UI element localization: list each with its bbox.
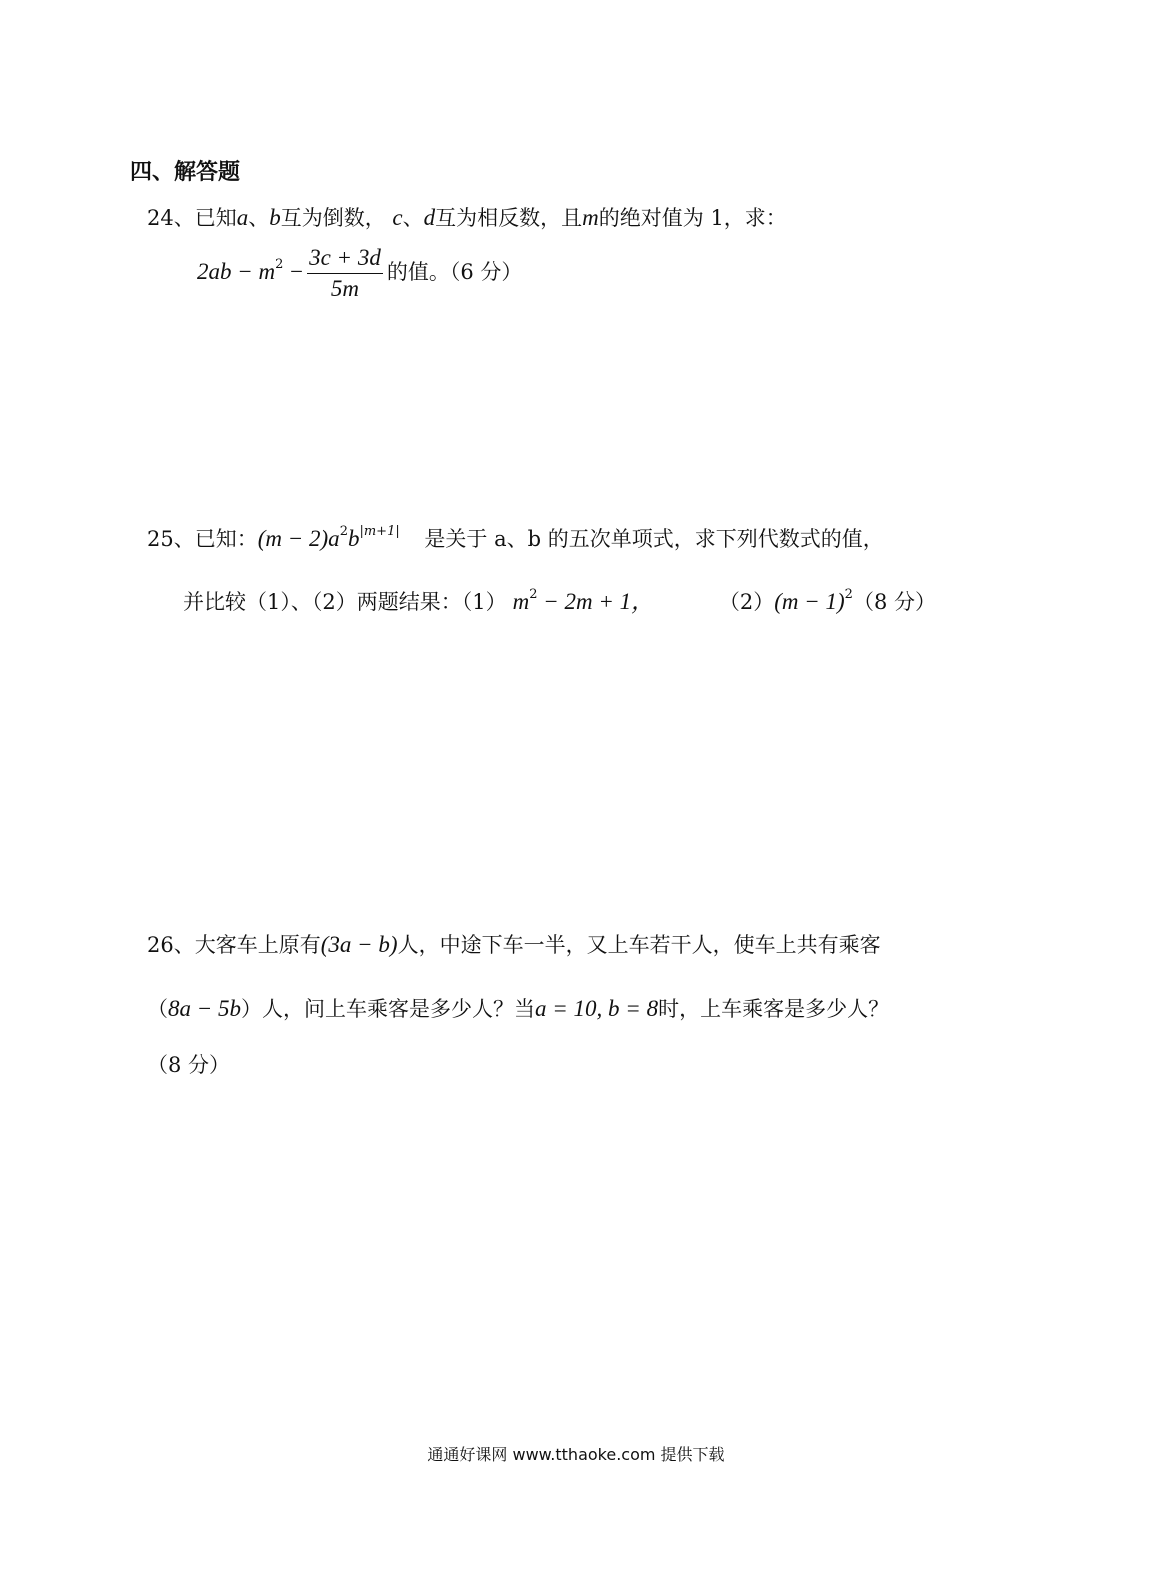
q26-text3: ）人，问上车乘客是多少人？当	[241, 997, 536, 1021]
q26-open-paren: （	[147, 997, 168, 1021]
q24-text2: 互为倒数，	[280, 206, 386, 230]
q25-e2-exp: 2	[844, 587, 853, 602]
q25-expr: (m − 2)a	[257, 526, 340, 551]
q24-tail: 的值。（6 分）	[386, 260, 523, 284]
q25-text2: 是关于 a、b 的五次单项式，求下列代数式的值，	[424, 527, 884, 551]
q24-fraction-numerator: 3c + 3d	[307, 243, 383, 274]
q25-line1	[147, 517, 884, 554]
q24-expr-exponent: 2	[275, 257, 284, 272]
q26-line2	[147, 994, 889, 1024]
q26-expr3: a = 10, b = 8	[535, 996, 659, 1021]
q25-exp-a: 2	[339, 524, 348, 539]
q26-line1	[147, 930, 881, 960]
q26-prefix: 26、大客车上原有	[147, 933, 321, 957]
footer-note: 通通好课网 www.tthaoke.com 提供下载	[427, 1445, 725, 1464]
q26-score: （8 分）	[147, 1053, 231, 1077]
q24-line1	[147, 203, 787, 233]
q24-var-c: c	[392, 205, 403, 230]
q26-expr1: (3a − b)	[320, 932, 398, 957]
q25-e1-exp: 2	[529, 587, 538, 602]
q25-exp-b: |m+1|	[359, 524, 400, 539]
q24-expr-minus: −	[290, 259, 304, 284]
q24-sep1: 、	[248, 206, 270, 230]
q26-text4: 时，上车乘客是多少人？	[658, 997, 890, 1021]
q25-text3: 并比较（1）、（2）两题结果：（1）	[183, 590, 507, 614]
q24-expr-lead: 2ab − m	[197, 259, 276, 284]
q25-var-b: b	[347, 526, 360, 551]
q24-sep2: 、	[402, 206, 424, 230]
q26-expr2: 8a − 5b	[168, 996, 242, 1021]
q24-text3: 互为相反数，且	[435, 206, 583, 230]
q24-var-a: a	[236, 205, 249, 230]
q25-prefix: 25、已知：	[147, 527, 258, 551]
q25-text4: （2）	[718, 590, 775, 614]
q24-fraction	[307, 243, 383, 304]
q25-line2	[183, 580, 936, 617]
q24-prefix: 24、已知	[147, 206, 237, 230]
q25-e1-m: m	[512, 589, 530, 614]
q24-var-d: d	[423, 205, 436, 230]
q24-line2	[197, 243, 522, 304]
q25-e2: (m − 1)	[774, 589, 845, 614]
q25-e1-rest: − 2m + 1，	[537, 589, 655, 614]
q24-text4: 的绝对值为 1，求：	[598, 206, 787, 230]
q24-fraction-denominator: 5m	[330, 276, 360, 301]
q26-text2: 人，中途下车一半，又上车若干人，使车上共有乘客	[397, 933, 881, 957]
q24-var-m: m	[582, 205, 599, 230]
section-heading: 四、解答题	[130, 160, 241, 185]
q24-var-b: b	[269, 205, 281, 230]
q25-score: （8 分）	[852, 590, 936, 614]
